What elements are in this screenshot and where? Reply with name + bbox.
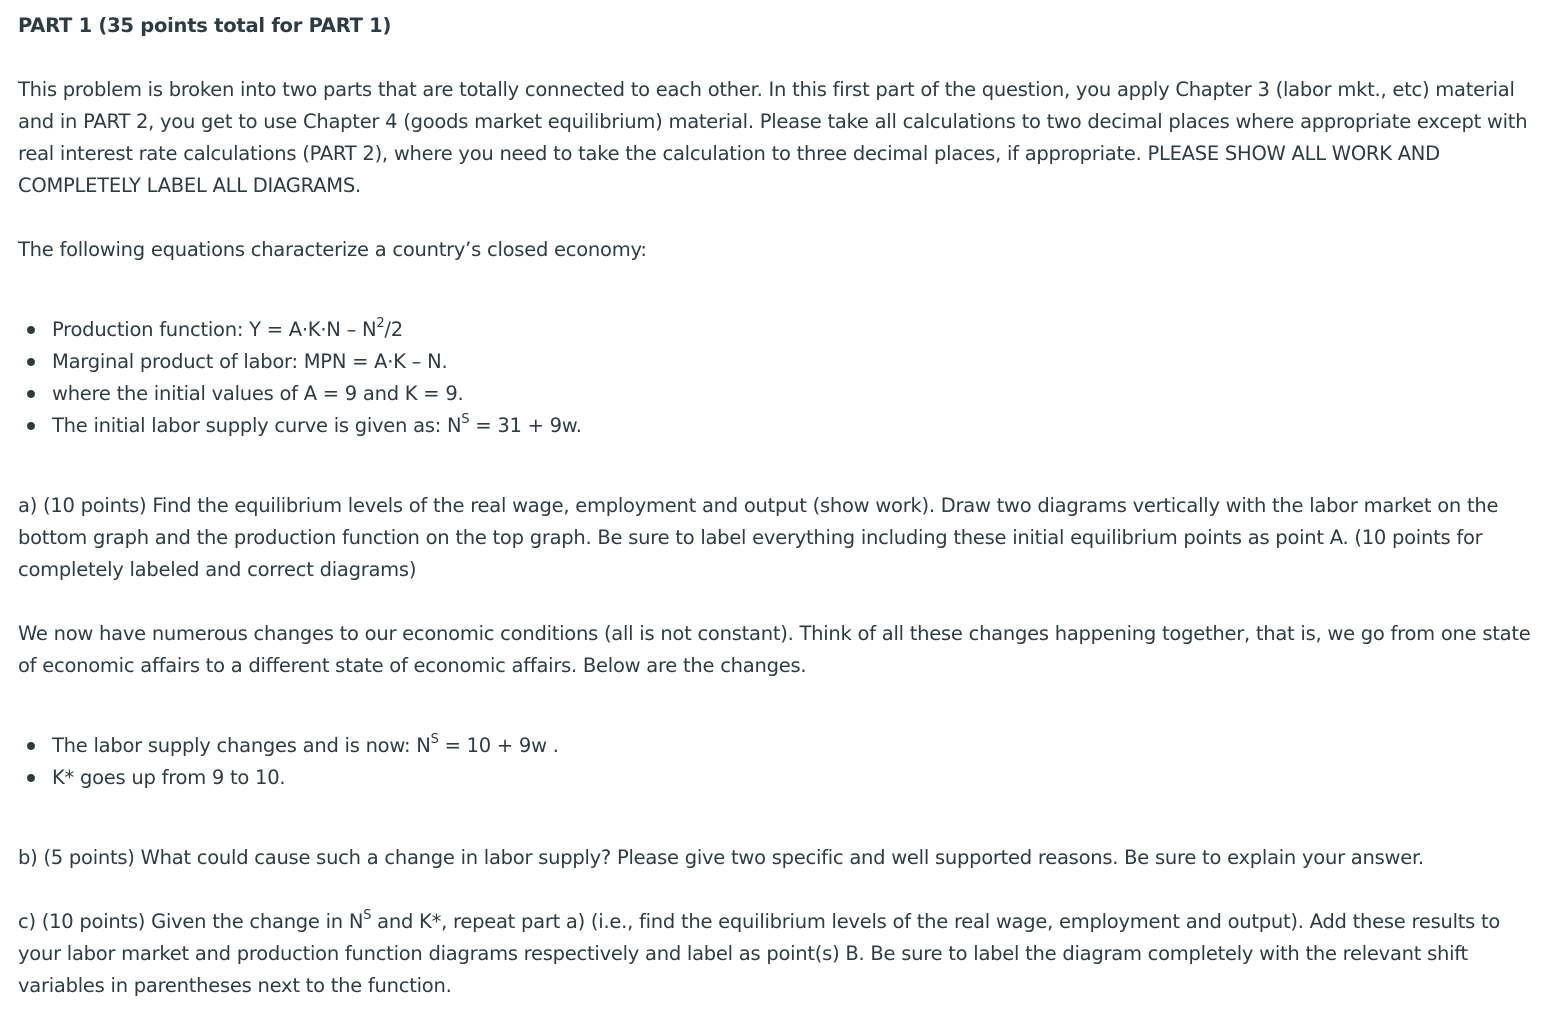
part-b-paragraph: b) (5 points) What could cause such a change in labor supply? Please give two specific and well supported reasons. Be sure to explain your answer. [18,846,1424,869]
intro-paragraph: This problem is broken into two parts that are totally connected to each other. In this first part of the question, you apply Chapter 3 (labor mkt., etc) material and in PART 2, you get to use Chapter 4 (goods market equilibrium) material. Please take all calculations to two decimal places where appropriate except with real interest rate calculations (PART 2), where you need to take the calculation to three decimal places, if appropriate. PLEASE SHOW ALL WORK AND COMPLETELY LABEL ALL DIAGRAMS. [18,78,1528,197]
list-item-mpn: Marginal product of labor: MPN = A·K – N. [18,346,1518,378]
list-item-labor-supply: The initial labor supply curve is given as: $N^S = 31 + 9w$. [18,410,1518,442]
equations-lead: The following equations characterize a country’s closed economy: [18,238,647,261]
list-item-new-labor-supply: The labor supply changes and is now: $N^S = 10 + 9w$ . [18,730,1518,762]
part-heading: PART 1 (35 points total for PART 1) [18,14,392,37]
equations-list [18,314,1518,442]
part-a-paragraph: a) (10 points) Find the equilibrium levels of the real wage, employment and output (show work). Draw two diagrams vertically with the labor market on the bottom graph and the production function on the top graph. Be sure to label everything including these initial equilibrium points as point A. (10 points for completely labeled and correct diagrams) [18,494,1499,581]
changes-list [18,730,1518,794]
list-item-production-function: Production function: $Y = A\cdot K\cdot N - N^2/2$ [18,314,1518,346]
part-c-paragraph: c) (10 points) Given the change in $N^S$ and K*, repeat part a) (i.e., find the equilibrium levels of the real wage, employment and output). Add these results to your labor market and production function diagrams respectively and label as point(s) B. Be sure to label the diagram completely with the relevant shift variables in parentheses next to the function. [18,907,1501,997]
list-item-initial-values: where the initial values of A = 9 and K = 9. [18,378,1518,410]
list-item-capital-change: K* goes up from 9 to 10. [18,762,1518,794]
changes-lead-paragraph: We now have numerous changes to our economic conditions (all is not constant). Think of all these changes happening together, that is, we go from one state of economic affairs to a different state of economic affairs. Below are the changes. [18,622,1531,677]
